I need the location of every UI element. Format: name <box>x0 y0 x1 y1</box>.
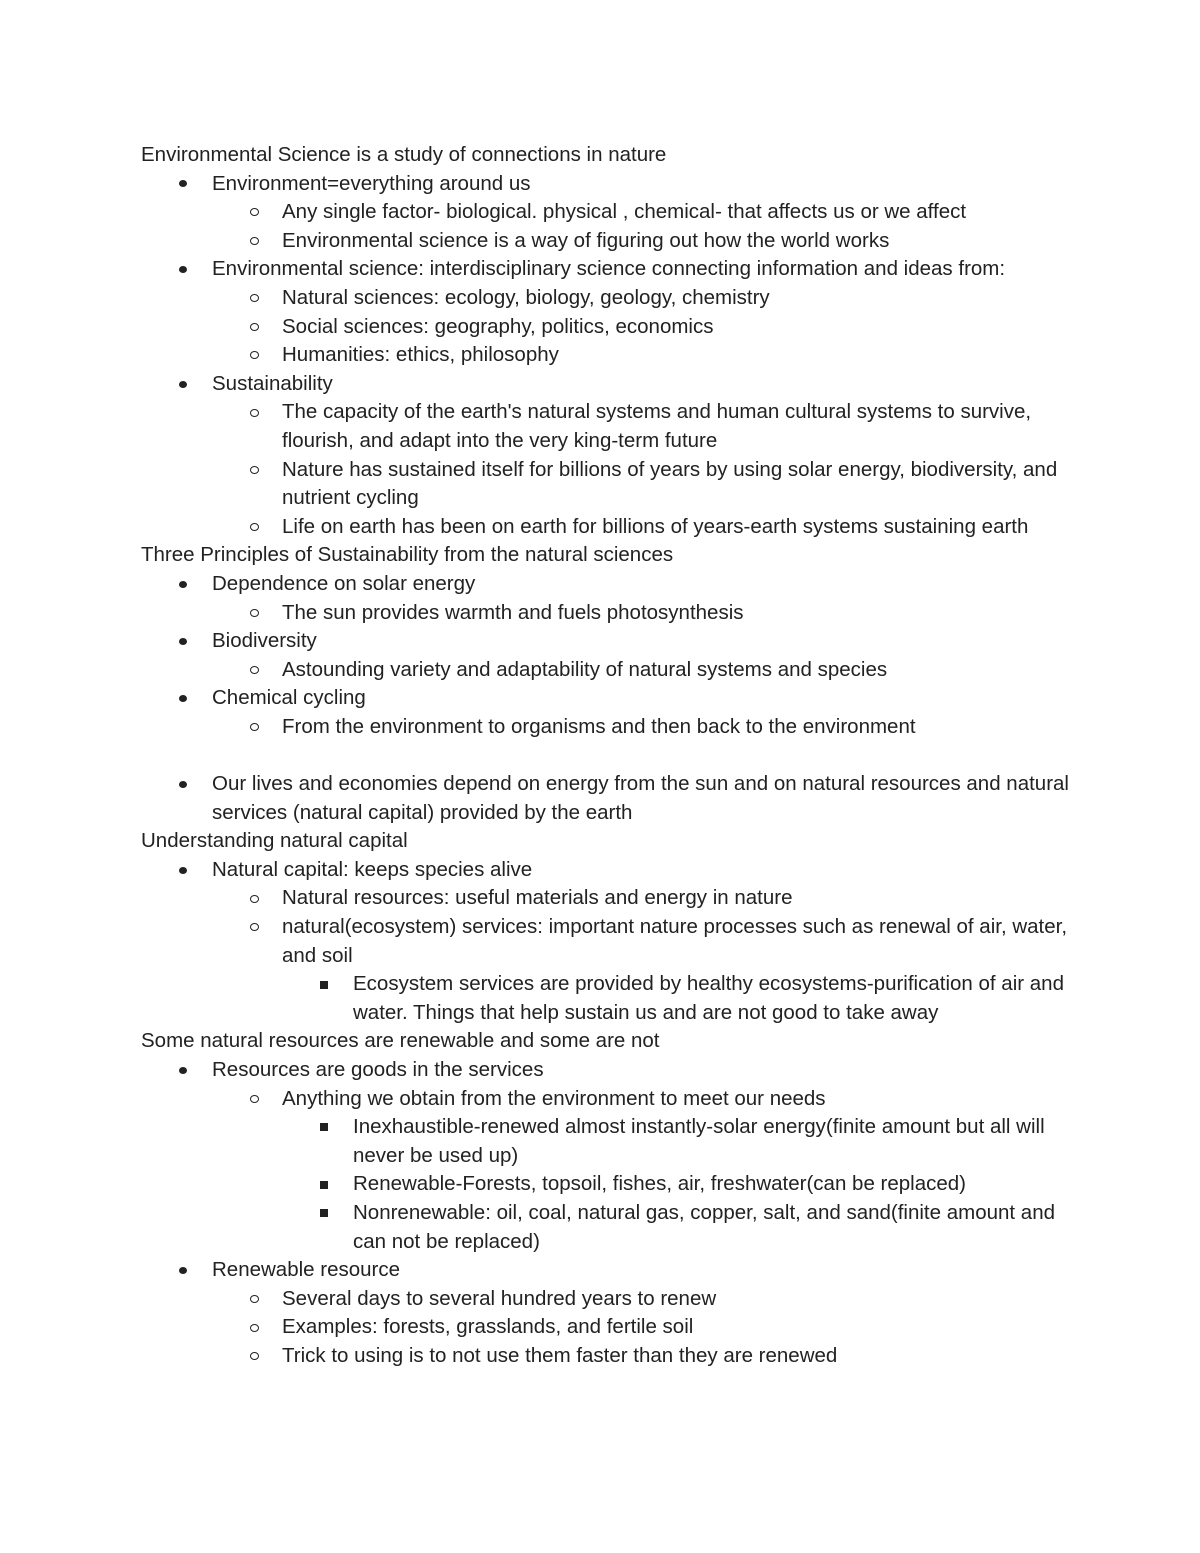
line-text: Biodiversity <box>212 629 317 653</box>
sub-bullet-item <box>141 284 1071 313</box>
line-text: Dependence on solar energy <box>212 571 476 595</box>
line-text: The capacity of the earth's natural systems and human cultural systems to survive, flourish, and adapt into the very king-term future <box>282 400 1032 452</box>
line-text: Resources are goods in the services <box>212 1058 544 1081</box>
line-text: Trick to using is to not use them faster than they are renewed <box>282 1343 838 1367</box>
circle-bullet-icon <box>247 713 261 742</box>
square-bullet-icon <box>317 970 331 999</box>
line-text: Humanities: ethics, philosophy <box>282 343 559 367</box>
heading-line <box>141 1027 1071 1056</box>
disc-bullet-icon <box>176 627 190 656</box>
circle-bullet-icon <box>247 456 261 485</box>
circle-bullet-icon <box>247 599 261 628</box>
sub-bullet-item <box>141 341 1071 370</box>
sub-sub-bullet-item <box>141 1113 1071 1170</box>
sub-bullet-item <box>141 513 1071 542</box>
disc-bullet-icon <box>176 255 190 284</box>
line-text: Any single factor- biological. physical , chemical- that affects us or we affect <box>282 200 967 224</box>
sub-bullet-item <box>141 1085 1071 1114</box>
line-text: Inexhaustible-renewed almost instantly-solar energy(finite amount but all will never be used up) <box>353 1115 1045 1167</box>
line-text: Life on earth has been on earth for billions of years-earth systems sustaining earth <box>282 514 1029 538</box>
line-text: Examples: forests, grasslands, and fertile soil <box>282 1315 694 1339</box>
bullet-item <box>141 856 1071 885</box>
sub-bullet-item <box>141 656 1071 685</box>
line-text: Some natural resources are renewable and some are not <box>141 1029 660 1053</box>
bullet-item <box>141 370 1071 399</box>
sub-bullet-item <box>141 1313 1071 1342</box>
bullet-item <box>141 684 1071 713</box>
line-text: Understanding natural capital <box>141 829 408 853</box>
line-text: Natural sciences: ecology, biology, geology, chemistry <box>282 285 770 309</box>
line-text: Nonrenewable: oil, coal, natural gas, copper, salt, and sand(finite amount and can not be replaced) <box>353 1200 1055 1253</box>
circle-bullet-icon <box>247 1342 261 1371</box>
circle-bullet-icon <box>247 1285 261 1314</box>
disc-bullet-icon <box>176 1056 190 1085</box>
disc-bullet-icon <box>176 570 190 599</box>
line-text: Astounding variety and adaptability of natural systems and species <box>282 657 888 681</box>
circle-bullet-icon <box>247 284 261 313</box>
sub-sub-bullet-item <box>141 1170 1071 1199</box>
circle-bullet-icon <box>247 1313 261 1342</box>
bullet-item <box>141 255 1071 284</box>
circle-bullet-icon <box>247 398 261 427</box>
sub-sub-bullet-item <box>141 1199 1071 1256</box>
disc-bullet-icon <box>176 1256 190 1285</box>
heading-line <box>141 541 1071 570</box>
square-bullet-icon <box>317 1113 331 1142</box>
bullet-item <box>141 170 1071 199</box>
sub-bullet-item <box>141 599 1071 628</box>
line-text: Renewable-Forests, topsoil, fishes, air, freshwater(can be replaced) <box>353 1172 967 1196</box>
sub-bullet-item <box>141 198 1071 227</box>
line-text: Sustainability <box>212 371 333 395</box>
circle-bullet-icon <box>247 198 261 227</box>
disc-bullet-icon <box>176 170 190 199</box>
circle-bullet-icon <box>247 656 261 685</box>
circle-bullet-icon <box>247 513 261 542</box>
square-bullet-icon <box>317 1199 331 1228</box>
line-text: natural(ecosystem) services: important nature processes such as renewal of air, water, and soil <box>282 915 1068 967</box>
sub-bullet-item <box>141 456 1071 513</box>
bullet-item <box>141 1256 1071 1285</box>
disc-bullet-icon <box>176 770 190 799</box>
disc-bullet-icon <box>176 856 190 885</box>
line-text: Natural capital: keeps species alive <box>212 857 533 881</box>
bullet-item <box>141 570 1071 599</box>
line-text: Several days to several hundred years to renew <box>282 1286 717 1310</box>
bullet-item <box>141 1056 1071 1085</box>
line-text: Natural resources: useful materials and energy in nature <box>282 886 793 910</box>
circle-bullet-icon <box>247 313 261 342</box>
line-text: Environmental Science is a study of connections in nature <box>141 143 667 166</box>
line-text: Renewable resource <box>212 1258 401 1282</box>
bullet-item <box>141 770 1071 827</box>
sub-bullet-item <box>141 713 1071 742</box>
disc-bullet-icon <box>176 684 190 713</box>
heading-line <box>141 827 1071 856</box>
sub-sub-bullet-item <box>141 970 1071 1027</box>
sub-bullet-item <box>141 227 1071 256</box>
line-text: Environment=everything around us <box>212 171 531 195</box>
line-text: Environmental science is a way of figuring out how the world works <box>282 228 890 252</box>
disc-bullet-icon <box>176 370 190 399</box>
line-text: From the environment to organisms and then back to the environment <box>282 714 916 738</box>
sub-bullet-item <box>141 1342 1071 1371</box>
circle-bullet-icon <box>247 884 261 913</box>
circle-bullet-icon <box>247 913 261 942</box>
line-text: Anything we obtain from the environment to meet our needs <box>282 1086 826 1110</box>
document-body <box>141 141 1071 1371</box>
heading-line <box>141 141 1071 170</box>
line-text: Social sciences: geography, politics, economics <box>282 314 714 338</box>
line-text: Nature has sustained itself for billions of years by using solar energy, biodiversity, and nutrient cycling <box>282 457 1058 510</box>
sub-bullet-item <box>141 913 1071 970</box>
line-text: Chemical cycling <box>212 686 366 710</box>
circle-bullet-icon <box>247 1085 261 1114</box>
sub-bullet-item <box>141 884 1071 913</box>
sub-bullet-item <box>141 313 1071 342</box>
square-bullet-icon <box>317 1170 331 1199</box>
bullet-item <box>141 627 1071 656</box>
line-text: Ecosystem services are provided by healthy ecosystems-purification of air and water. Things that help sustain us and are not good to take away <box>353 972 1064 1024</box>
sub-bullet-item <box>141 1285 1071 1314</box>
circle-bullet-icon <box>247 341 261 370</box>
line-text: Three Principles of Sustainability from the natural sciences <box>141 543 674 567</box>
line-text: Our lives and economies depend on energy from the sun and on natural resources and natural services (natural capital) provided by the earth <box>212 772 1069 824</box>
line-text: Environmental science: interdisciplinary science connecting information and ideas from: <box>212 257 1006 281</box>
sub-bullet-item <box>141 398 1071 455</box>
circle-bullet-icon <box>247 227 261 256</box>
blank-line <box>141 741 1071 770</box>
line-text: The sun provides warmth and fuels photosynthesis <box>282 600 744 624</box>
